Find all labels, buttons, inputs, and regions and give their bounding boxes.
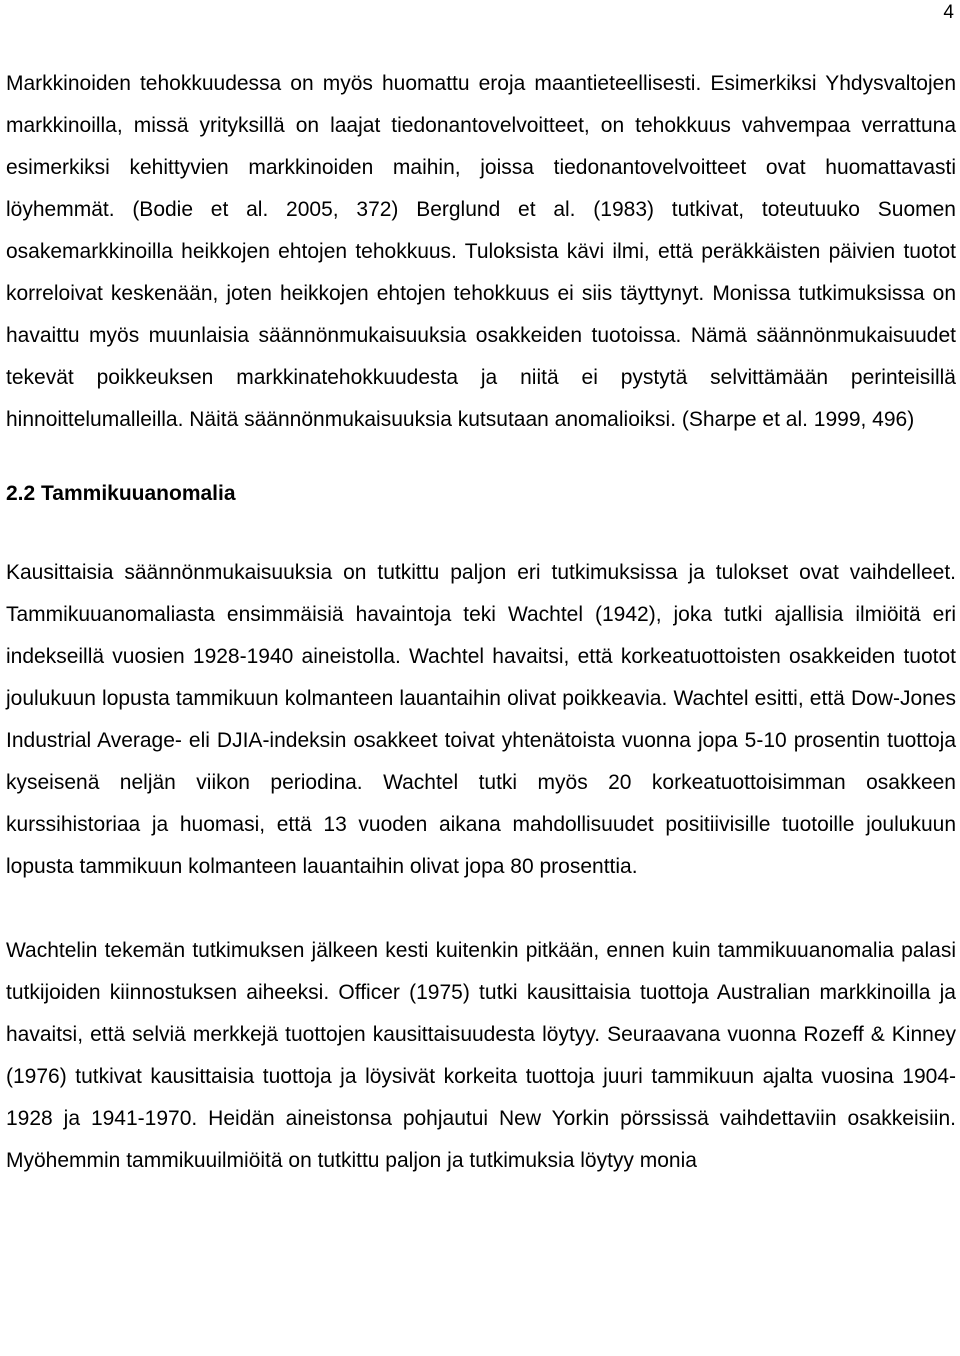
paragraph-later-research: Wachtelin tekemän tutkimuksen jälkeen kesti kuitenkin pitkään, ennen kuin tammikuuanomalia palasi tutkijoiden kiinnostuksen aiheeksi. Officer (1975) tutki kausittaisia tuottoja Australian markkinoilla ja havaitsi, että selviä merkkejä tuottojen kausittaisuudesta löytyy. Seuraavana vuonna Rozeff & Kinney (1976) tutkivat kausittaisia tuottoja ja löysivät korkeita tuottoja juuri tammikuun ajalta vuosina 1904-1928 ja 1941-1970. Heidän aineistonsa pohjautui New Yorkin pörssissä vaihdettaviin osakkeisiin. Myöhemmin tammikuuilmiöitä on tutkittu paljon ja tutkimuksia löytyy monia bbox=[6, 939, 956, 1172]
page-number: 4 bbox=[943, 2, 954, 23]
paragraph-market-efficiency: Markkinoiden tehokkuudessa on myös huomattu eroja maantieteellisesti. Esimerkiksi Yhdysvaltojen markkinoilla, missä yrityksillä on laajat tiedonantovelvoitteet, on tehokkuus vahvempaa verrattuna esimerkiksi kehittyvien markkinoiden maihin, joissa tiedonantovelvoitteet ovat huomattavasti löyhemmät. (Bodie et al. 2005, 372) Berglund et al. (1983) tutkivat, toteutuuko Suomen osakemarkkinoilla heikkojen ehtojen tehokkuus. Tuloksista kävi ilmi, että peräkkäisten päivien tuotot korreloivat keskenään, joten heikkojen ehtojen tehokkuus ei siis täyttynyt. Monissa tutkimuksissa on havaittu myös muunlaisia säännönmukaisuuksia osakkeiden tuotoissa. Nämä säännönmukaisuudet tekevät poikkeuksen markkinatehokkuudesta ja niitä ei pystytä selvittämään perinteisillä hinnoittelumalleilla. Näitä säännönmukaisuuksia kutsutaan anomalioiksi. (Sharpe et al. 1999, 496) bbox=[6, 72, 956, 431]
paragraph-january-anomaly: Kausittaisia säännönmukaisuuksia on tutkittu paljon eri tutkimuksissa ja tulokset ovat vaihdelleet. Tammikuuanomaliasta ensimmäisiä havaintoja teki Wachtel (1942), joka tutki ajallisia ilmiöitä eri indekseillä vuosien 1928-1940 aineistolla. Wachtel havaitsi, että korkeatuottoisten osakkeiden tuotot joulukuun lopusta tammikuun kolmanteen lauantaihin olivat poikkeavia. Wachtel esitti, että Dow-Jones Industrial Average- eli DJIA-indeksin osakkeet toivat yhtenätoista vuonna jopa 5-10 prosentin tuottoja kyseisenä neljän viikon periodina. Wachtel tutki myös 20 korkeatuottoisimman osakkeen kurssihistoriaa ja huomasi, että 13 vuoden aikana mahdollisuudet positiivisille tuotoille joulukuun lopusta tammikuun kolmanteen lauantaihin olivat jopa 80 prosenttia. bbox=[6, 561, 956, 878]
section-heading: 2.2 Tammikuuanomalia bbox=[6, 482, 236, 505]
document-page bbox=[6, 63, 956, 1182]
